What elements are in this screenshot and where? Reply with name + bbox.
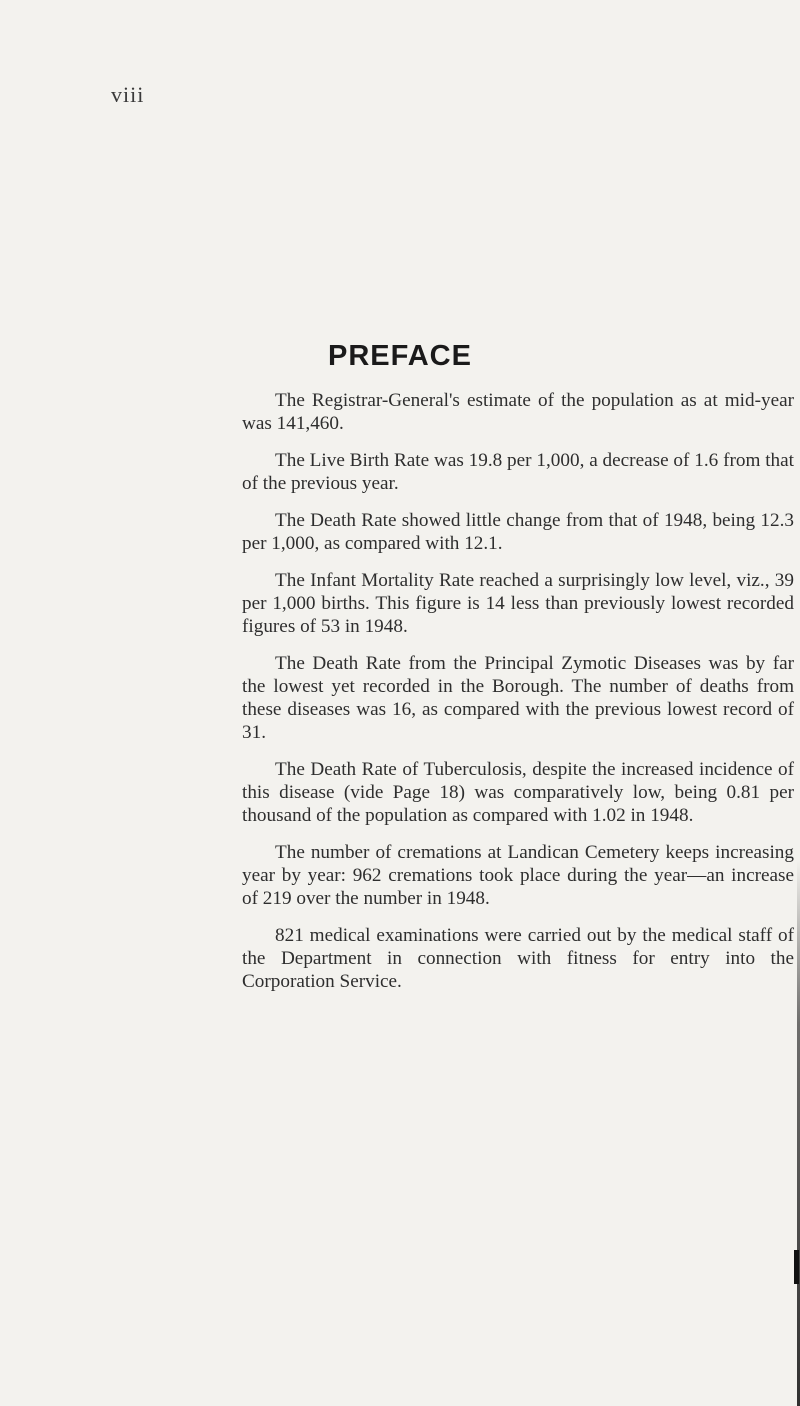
paragraph-cremations: The number of cremations at Landican Cemetery keeps increasing year by year: 962 cremations took place during the year—an increase of 219 over the number in 1948. xyxy=(242,842,794,909)
paragraph-tuberculosis: The Death Rate of Tuberculosis, despite the increased incidence of this disease (vide Page 18) was comparatively low, being 0.81 per thousand of the population as compared with 1.02 in 1948. xyxy=(242,759,794,826)
scan-edge-mark xyxy=(794,1250,799,1284)
paragraph-medical-examinations: 821 medical examinations were carried out by the medical staff of the Department in connection with fitness for entry into the Corporation Service. xyxy=(242,925,794,992)
paragraph-death-rate: The Death Rate showed little change from that of 1948, being 12.3 per 1,000, as compared with 12.1. xyxy=(242,510,794,554)
paragraph-zymotic-diseases: The Death Rate from the Principal Zymotic Diseases was by far the lowest yet recorded in the Borough. The number of deaths from these diseases was 16, as compared with the previous lowest record of 31. xyxy=(242,653,794,743)
page-title: PREFACE xyxy=(328,340,472,372)
preface-body xyxy=(242,389,794,993)
paragraph-birth-rate: The Live Birth Rate was 19.8 per 1,000, a decrease of 1.6 from that of the previous year. xyxy=(242,450,794,494)
paragraph-population: The Registrar-General's estimate of the population as at mid-year was 141,460. xyxy=(242,390,794,434)
page-number: viii xyxy=(111,82,145,107)
paragraph-infant-mortality: The Infant Mortality Rate reached a surprisingly low level, viz., 39 per 1,000 births. This figure is 14 less than previously lowest recorded figures of 53 in 1948. xyxy=(242,570,794,637)
